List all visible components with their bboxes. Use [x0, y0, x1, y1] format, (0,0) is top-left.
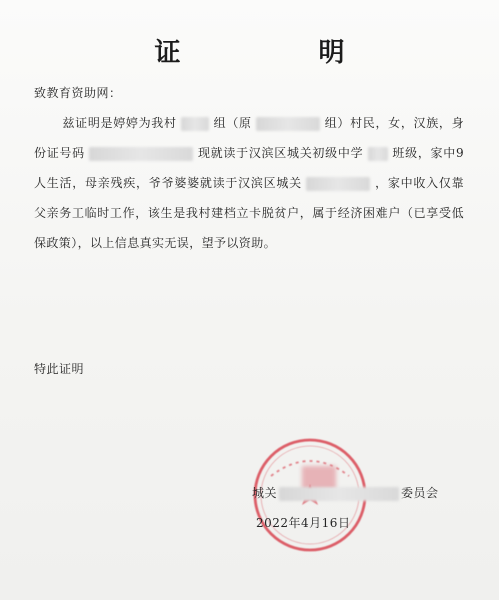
salutation: 致教育资助网： — [34, 86, 122, 100]
redacted-class-number — [368, 147, 388, 161]
body-segment-6: ，家中收入仅靠父亲务工临时工作，该生是我村建档立卡脱贫户，属于经济困难户（已享受低保政策），以上信息真实无误，望予以资助。 — [34, 176, 465, 250]
body-segment-4: 现就读于汉滨区城关初级中学 — [197, 146, 364, 160]
body-segment-3: 组）村民，女，汉族，身份证号码 — [34, 116, 464, 160]
body-segment-1: 兹证明是婷婷为我村 — [62, 116, 177, 130]
redacted-organization-name — [279, 487, 399, 501]
certificate-body — [34, 108, 464, 258]
body-segment-2: 组（原 — [213, 116, 252, 130]
organization-prefix: 城关 — [252, 486, 278, 500]
redacted-original-group — [256, 117, 320, 131]
issue-date: 2022年4月16日 — [256, 516, 351, 530]
redacted-school-name — [306, 177, 370, 191]
document-title: 证 明 — [154, 38, 401, 68]
issuing-organization — [252, 484, 439, 501]
body-segment-5: 班级，家中9人生活，母亲残疾，爷爷婆婆就读于汉滨区城关 — [34, 146, 465, 190]
redacted-village-group — [181, 117, 209, 131]
closing-statement: 特此证明 — [34, 362, 85, 376]
redacted-id-number — [89, 147, 193, 161]
organization-suffix: 委员会 — [401, 486, 439, 500]
